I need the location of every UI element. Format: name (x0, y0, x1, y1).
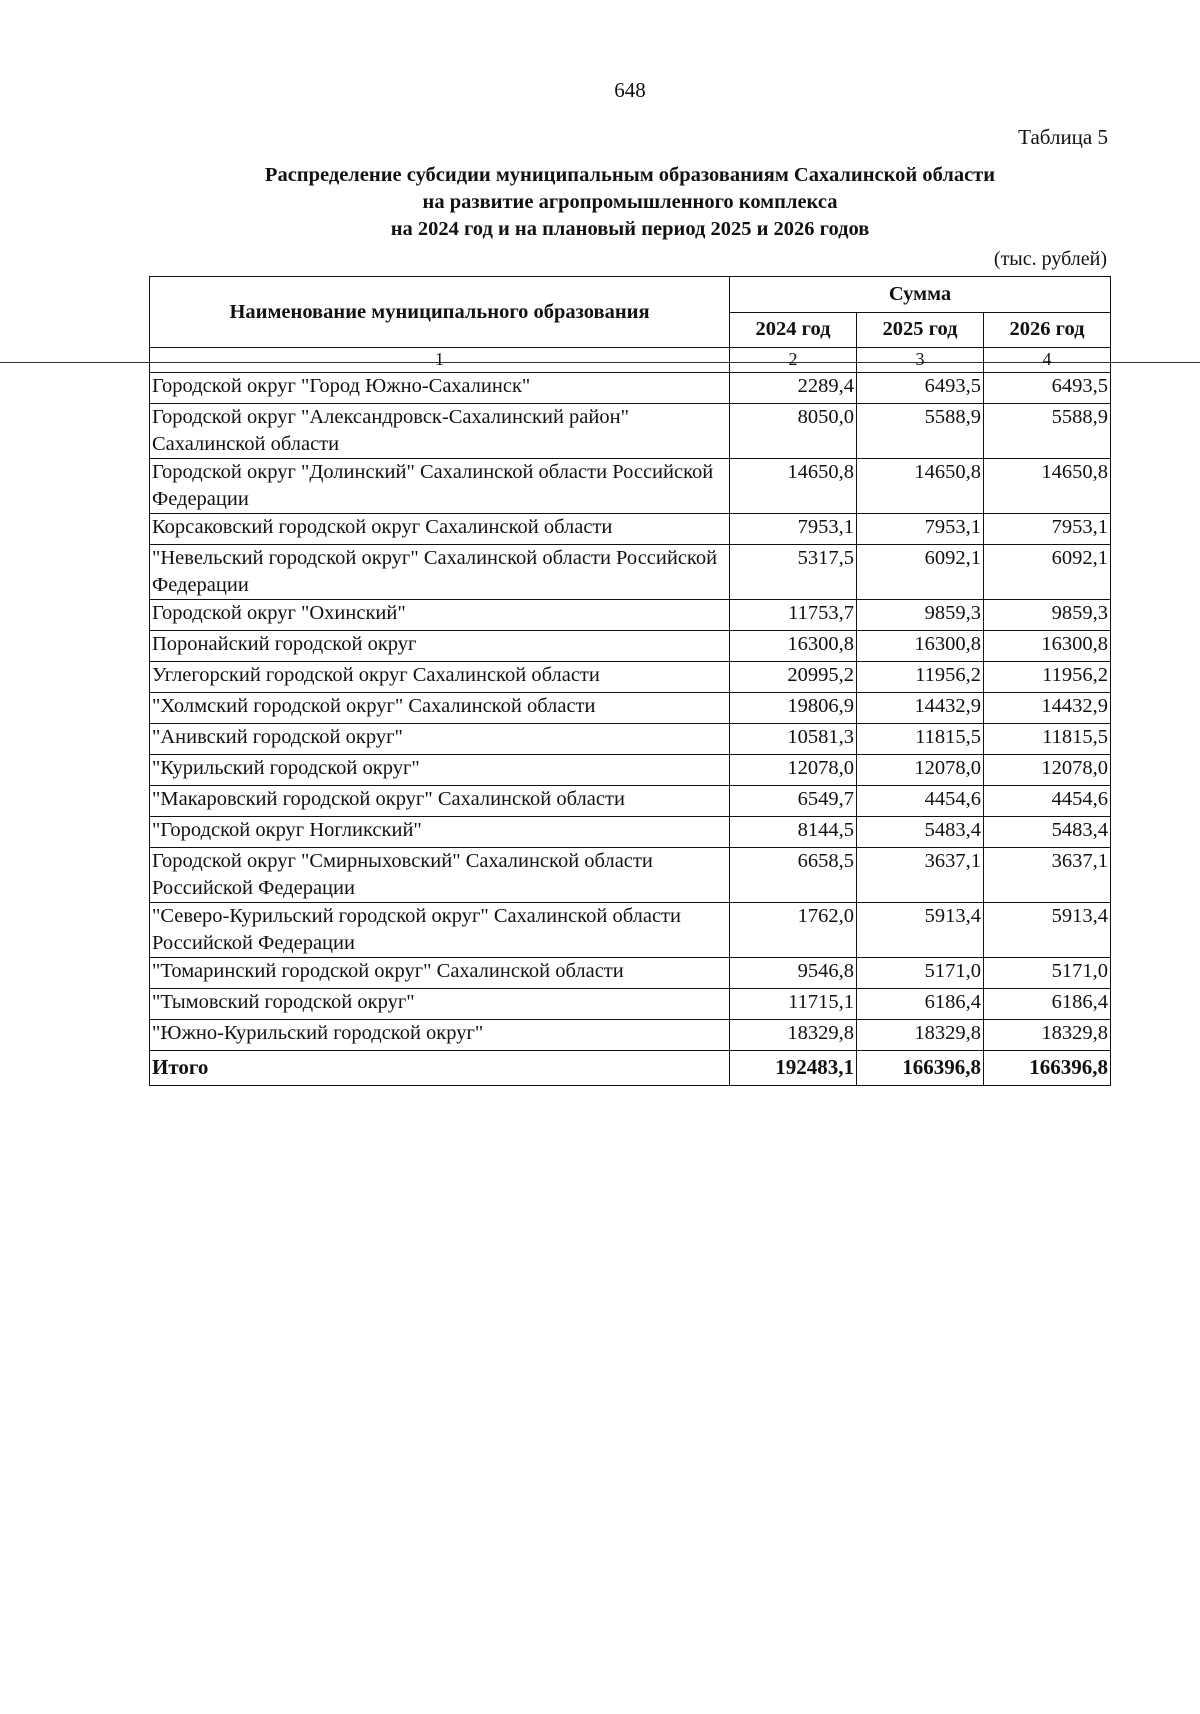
amount-2026: 5483,4 (984, 817, 1111, 848)
amount-2026: 7953,1 (984, 514, 1111, 545)
municipality-name: "Анивский городской округ" (150, 724, 730, 755)
amount-2026: 14432,9 (984, 693, 1111, 724)
amount-2025: 14432,9 (857, 693, 984, 724)
amount-2025: 14650,8 (857, 459, 984, 514)
municipality-name: "Тымовский городской округ" (150, 989, 730, 1020)
municipality-name: Городской округ "Долинский" Сахалинской области Российской Федерации (150, 459, 730, 514)
amount-2024: 1762,0 (730, 903, 857, 958)
table-row (150, 693, 1111, 724)
header-year-2025: 2025 год (857, 312, 984, 348)
table-row (150, 989, 1111, 1020)
amount-2025: 4454,6 (857, 786, 984, 817)
table-row (150, 545, 1111, 600)
table-row (150, 600, 1111, 631)
amount-2024: 16300,8 (730, 631, 857, 662)
amount-2026: 18329,8 (984, 1020, 1111, 1051)
amount-2025: 11956,2 (857, 662, 984, 693)
municipality-name: "Макаровский городской округ" Сахалинской области (150, 786, 730, 817)
header-sum: Сумма (730, 277, 1111, 313)
column-index-3: 3 (857, 348, 984, 373)
table-row (150, 373, 1111, 404)
amount-2024: 6658,5 (730, 848, 857, 903)
amount-2026: 3637,1 (984, 848, 1111, 903)
table-label: Таблица 5 (1018, 125, 1108, 149)
amount-2024: 2289,4 (730, 373, 857, 404)
amount-2026: 9859,3 (984, 600, 1111, 631)
amount-2024: 8050,0 (730, 404, 857, 459)
amount-2026: 11815,5 (984, 724, 1111, 755)
amount-2026: 6493,5 (984, 373, 1111, 404)
total-2026: 166396,8 (984, 1051, 1111, 1086)
subsidy-table (149, 276, 1111, 1086)
total-label: Итого (150, 1051, 730, 1086)
table-body (150, 373, 1111, 1051)
municipality-name: Корсаковский городской округ Сахалинской области (150, 514, 730, 545)
document-title (140, 162, 1120, 243)
amount-2024: 11715,1 (730, 989, 857, 1020)
amount-2025: 16300,8 (857, 631, 984, 662)
column-index-2: 2 (730, 348, 857, 373)
amount-2026: 5588,9 (984, 404, 1111, 459)
amount-2025: 6493,5 (857, 373, 984, 404)
amount-2026: 4454,6 (984, 786, 1111, 817)
table-row (150, 958, 1111, 989)
municipality-name: "Южно-Курильский городской округ" (150, 1020, 730, 1051)
amount-2024: 11753,7 (730, 600, 857, 631)
table-row (150, 404, 1111, 459)
amount-2025: 3637,1 (857, 848, 984, 903)
column-index-1: 1 (150, 348, 730, 373)
amount-2025: 6186,4 (857, 989, 984, 1020)
municipality-name: "Городской округ Ногликский" (150, 817, 730, 848)
amount-2026: 6092,1 (984, 545, 1111, 600)
amount-2024: 6549,7 (730, 786, 857, 817)
table-row (150, 514, 1111, 545)
amount-2024: 18329,8 (730, 1020, 857, 1051)
municipality-name: "Северо-Курильский городской округ" Сахалинской области Российской Федерации (150, 903, 730, 958)
table-row (150, 724, 1111, 755)
title-line-1: Распределение субсидии муниципальным образованиям Сахалинской области (264, 164, 996, 186)
table-row (150, 459, 1111, 514)
amount-2026: 12078,0 (984, 755, 1111, 786)
municipality-name: Городской округ "Смирныховский" Сахалинской области Российской Федерации (150, 848, 730, 903)
title-line-2: на развитие агропромышленного комплекса (422, 191, 838, 213)
table-row (150, 662, 1111, 693)
municipality-name: Углегорский городской округ Сахалинской области (150, 662, 730, 693)
amount-2024: 9546,8 (730, 958, 857, 989)
municipality-name: "Холмский городской округ" Сахалинской области (150, 693, 730, 724)
amount-2025: 5483,4 (857, 817, 984, 848)
header-name: Наименование муниципального образования (150, 277, 730, 348)
municipality-name: Городской округ "Охинский" (150, 600, 730, 631)
amount-2024: 8144,5 (730, 817, 857, 848)
total-row (150, 1051, 1111, 1086)
amount-2025: 5588,9 (857, 404, 984, 459)
amount-2024: 5317,5 (730, 545, 857, 600)
amount-2024: 19806,9 (730, 693, 857, 724)
amount-2025: 5171,0 (857, 958, 984, 989)
table-row (150, 817, 1111, 848)
municipality-name: "Курильский городской округ" (150, 755, 730, 786)
table-row (150, 848, 1111, 903)
amount-2024: 12078,0 (730, 755, 857, 786)
header-year-2026: 2026 год (984, 312, 1111, 348)
amount-2025: 5913,4 (857, 903, 984, 958)
amount-2025: 12078,0 (857, 755, 984, 786)
page-number: 648 (614, 78, 646, 102)
amount-2025: 11815,5 (857, 724, 984, 755)
amount-2025: 6092,1 (857, 545, 984, 600)
column-index-4: 4 (984, 348, 1111, 373)
total-2025: 166396,8 (857, 1051, 984, 1086)
amount-2026: 5913,4 (984, 903, 1111, 958)
amount-2026: 5171,0 (984, 958, 1111, 989)
table-row (150, 903, 1111, 958)
municipality-name: Городской округ "Город Южно-Сахалинск" (150, 373, 730, 404)
amount-2024: 14650,8 (730, 459, 857, 514)
title-line-3: на 2024 год и на плановый период 2025 и 2026 годов (390, 218, 870, 240)
amount-2026: 14650,8 (984, 459, 1111, 514)
amount-2026: 6186,4 (984, 989, 1111, 1020)
amount-2025: 18329,8 (857, 1020, 984, 1051)
table-row (150, 631, 1111, 662)
amount-2025: 7953,1 (857, 514, 984, 545)
units-label: (тыс. рублей) (993, 248, 1107, 270)
municipality-name: Городской округ "Александровск-Сахалинский район" Сахалинской области (150, 404, 730, 459)
amount-2024: 20995,2 (730, 662, 857, 693)
total-2024: 192483,1 (730, 1051, 857, 1086)
municipality-name: "Невельский городской округ" Сахалинской области Российской Федерации (150, 545, 730, 600)
table-row (150, 1020, 1111, 1051)
amount-2024: 7953,1 (730, 514, 857, 545)
amount-2026: 16300,8 (984, 631, 1111, 662)
amount-2025: 9859,3 (857, 600, 984, 631)
table-row (150, 755, 1111, 786)
municipality-name: Поронайский городской округ (150, 631, 730, 662)
amount-2026: 11956,2 (984, 662, 1111, 693)
amount-2024: 10581,3 (730, 724, 857, 755)
municipality-name: "Томаринский городской округ" Сахалинской области (150, 958, 730, 989)
header-year-2024: 2024 год (730, 312, 857, 348)
table-row (150, 786, 1111, 817)
